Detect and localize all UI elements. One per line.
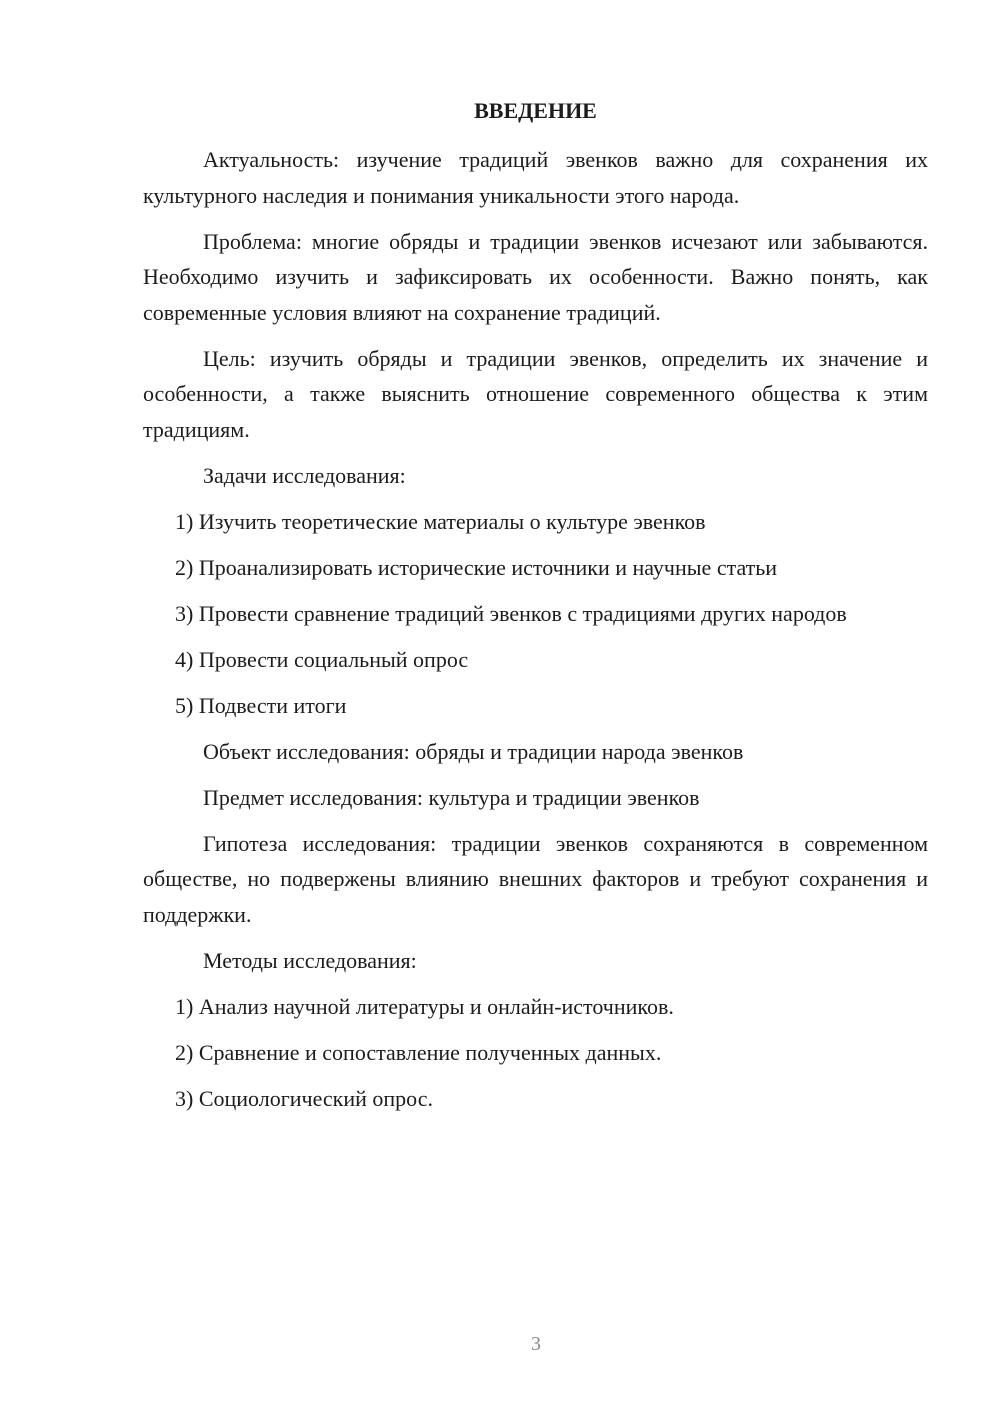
problem-paragraph: Проблема: многие обряды и традиции эвенков исчезают или забываются. Необходимо изучить и зафиксировать их особенности. Важно понять, как современные условия влияют на сохранение традиций. <box>143 228 928 325</box>
task-item: 4) Провести социальный опрос <box>175 646 469 672</box>
method-item: 2) Сравнение и сопоставление полученных данных. <box>175 1039 662 1065</box>
task-item: 5) Подвести итоги <box>175 692 347 718</box>
task-item: 3) Провести сравнение традиций эвенков с традициями других народов <box>175 600 847 626</box>
section-body <box>143 142 928 1127</box>
relevance-paragraph: Актуальность: изучение традиций эвенков важно для сохранения их культурного наследия и понимания уникальности этого народа. <box>143 147 928 208</box>
section-heading: ВВЕДЕНИЕ <box>474 98 597 123</box>
task-item: 2) Проанализировать исторические источники и научные статьи <box>175 554 778 580</box>
research-subject: Предмет исследования: культура и традиции эвенков <box>203 784 700 810</box>
research-object: Объект исследования: обряды и традиции народа эвенков <box>203 738 744 764</box>
method-item: 3) Социологический опрос. <box>175 1085 433 1111</box>
method-item: 1) Анализ научной литературы и онлайн-источников. <box>175 993 674 1019</box>
methods-title: Методы исследования: <box>203 947 417 973</box>
page-number: 3 <box>531 1333 541 1355</box>
goal-paragraph: Цель: изучить обряды и традиции эвенков, определить их значение и особенности, а также выяснить отношение современного общества к этим традициям. <box>143 345 928 442</box>
tasks-title: Задачи исследования: <box>203 462 406 488</box>
research-hypothesis: Гипотеза исследования: традиции эвенков сохраняются в современном обществе, но подвержены влиянию внешних факторов и требуют сохранения и поддержки. <box>143 830 928 927</box>
task-item: 1) Изучить теоретические материалы о культуре эвенков <box>175 508 706 534</box>
